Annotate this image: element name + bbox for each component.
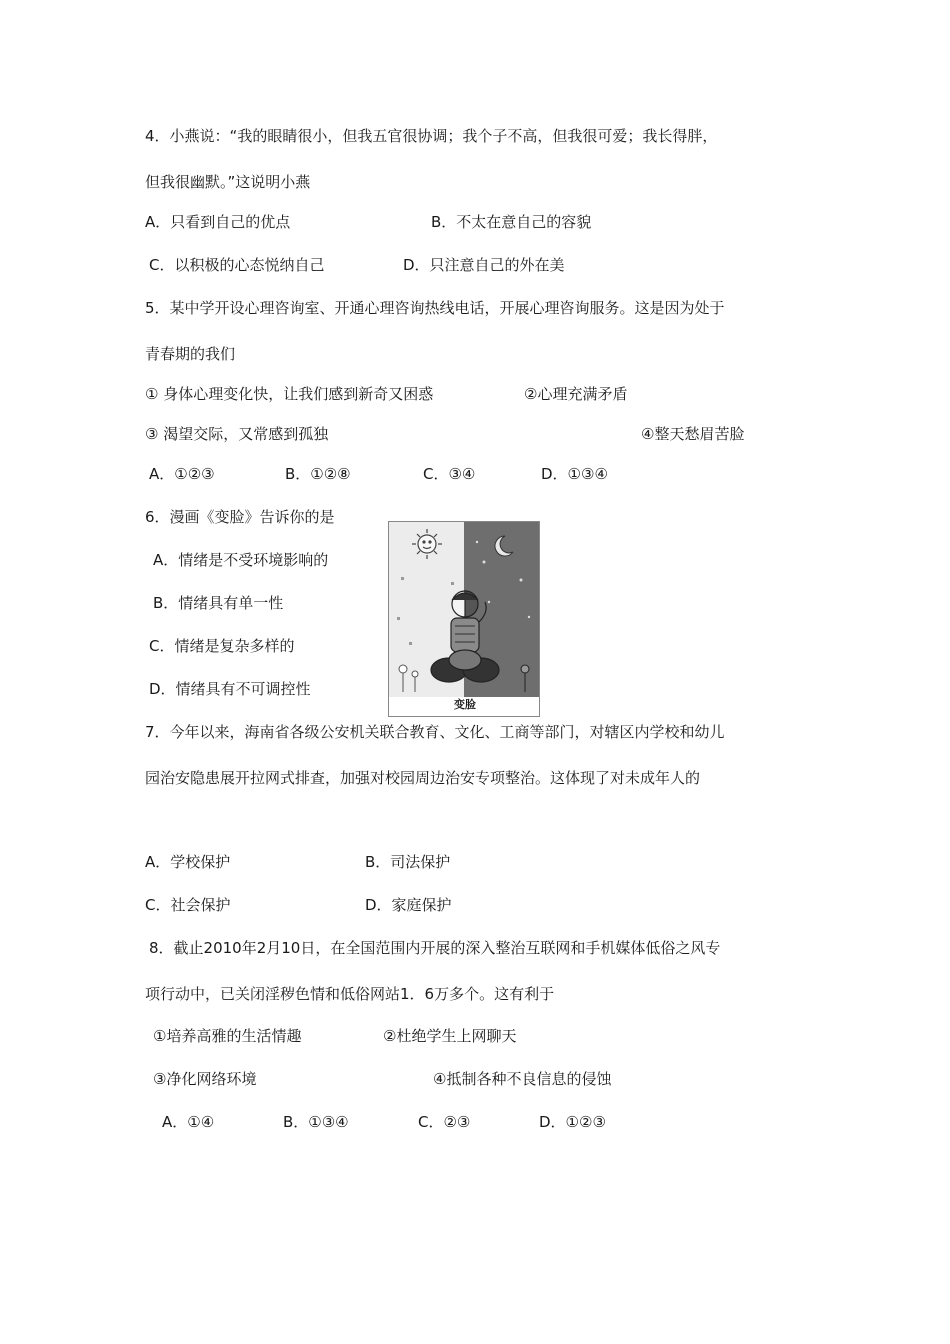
q5-statement-3: ③ 渴望交际，又常感到孤独 [145, 425, 329, 443]
q6-option-d: D．情绪具有不可调控性 [149, 680, 311, 698]
q8-option-c: C．②③ [418, 1113, 471, 1131]
q8-statement-3: ③净化网络环境 [153, 1070, 257, 1088]
q6-option-a: A．情绪是不受环境影响的 [153, 551, 329, 569]
q5-statement-4: ④整天愁眉苦脸 [641, 425, 745, 443]
q8-option-a: A．①④ [162, 1113, 215, 1131]
q5-option-a: A．①②③ [149, 465, 215, 483]
q8-statement-1: ①培养高雅的生活情趣 [153, 1027, 302, 1045]
q5-option-d: D．①③④ [541, 465, 608, 483]
q7-stem-line2: 园治安隐患展开拉网式排查，加强对校园周边治安专项整治。这体现了对未成年人的 [145, 769, 701, 787]
q4-stem-line2: 但我很幽默。”这说明小燕 [145, 173, 311, 191]
q8-statement-2: ②杜绝学生上网聊天 [383, 1027, 517, 1045]
q5-option-c: C．③④ [423, 465, 476, 483]
q7-option-c: C．社会保护 [145, 896, 231, 914]
q6-option-b: B．情绪具有单一性 [153, 594, 284, 612]
q5-option-b: B．①②⑧ [285, 465, 351, 483]
q5-stem-line2: 青春期的我们 [145, 345, 236, 363]
q7-stem-line1: 7．今年以来，海南省各级公安机关联合教育、文化、工商等部门，对辖区内学校和幼儿 [145, 723, 725, 741]
q8-option-b: B．①③④ [283, 1113, 349, 1131]
q6-stem: 6．漫画《变脸》告诉你的是 [145, 508, 335, 526]
q8-statement-4: ④抵制各种不良信息的侵蚀 [433, 1070, 612, 1088]
cartoon-drawing [389, 522, 539, 716]
q4-option-d: D．只注意自己的外在美 [403, 256, 565, 274]
q4-stem-line1: 4．小燕说：“我的眼睛很小，但我五官很协调；我个子不高，但我很可爱；我长得胖， [145, 127, 718, 145]
q4-option-c: C．以积极的心态悦纳自己 [149, 256, 325, 274]
q5-stem-line1: 5．某中学开设心理咨询室、开通心理咨询热线电话，开展心理咨询服务。这是因为处于 [145, 299, 725, 317]
q5-statement-1: ① 身体心理变化快，让我们感到新奇又困惑 [145, 385, 434, 403]
q8-stem-line1: 8．截止2010年2月10日，在全国范围内开展的深入整治互联网和手机媒体低俗之风专 [149, 939, 721, 957]
cartoon-caption: 变脸 [454, 698, 476, 711]
q6-option-c: C．情绪是复杂多样的 [149, 637, 295, 655]
q4-option-b: B．不太在意自己的容貌 [431, 213, 592, 231]
q5-statement-2: ②心理充满矛盾 [524, 385, 628, 403]
q7-option-b: B．司法保护 [365, 853, 451, 871]
q7-option-d: D．家庭保护 [365, 896, 452, 914]
q8-option-d: D．①②③ [539, 1113, 606, 1131]
q8-stem-line2: 项行动中，已关闭淫秽色情和低俗网站1．6万多个。这有利于 [145, 985, 555, 1003]
q4-option-a: A．只看到自己的优点 [145, 213, 291, 231]
q7-option-a: A．学校保护 [145, 853, 231, 871]
cartoon-face-change-illustration [388, 521, 540, 717]
